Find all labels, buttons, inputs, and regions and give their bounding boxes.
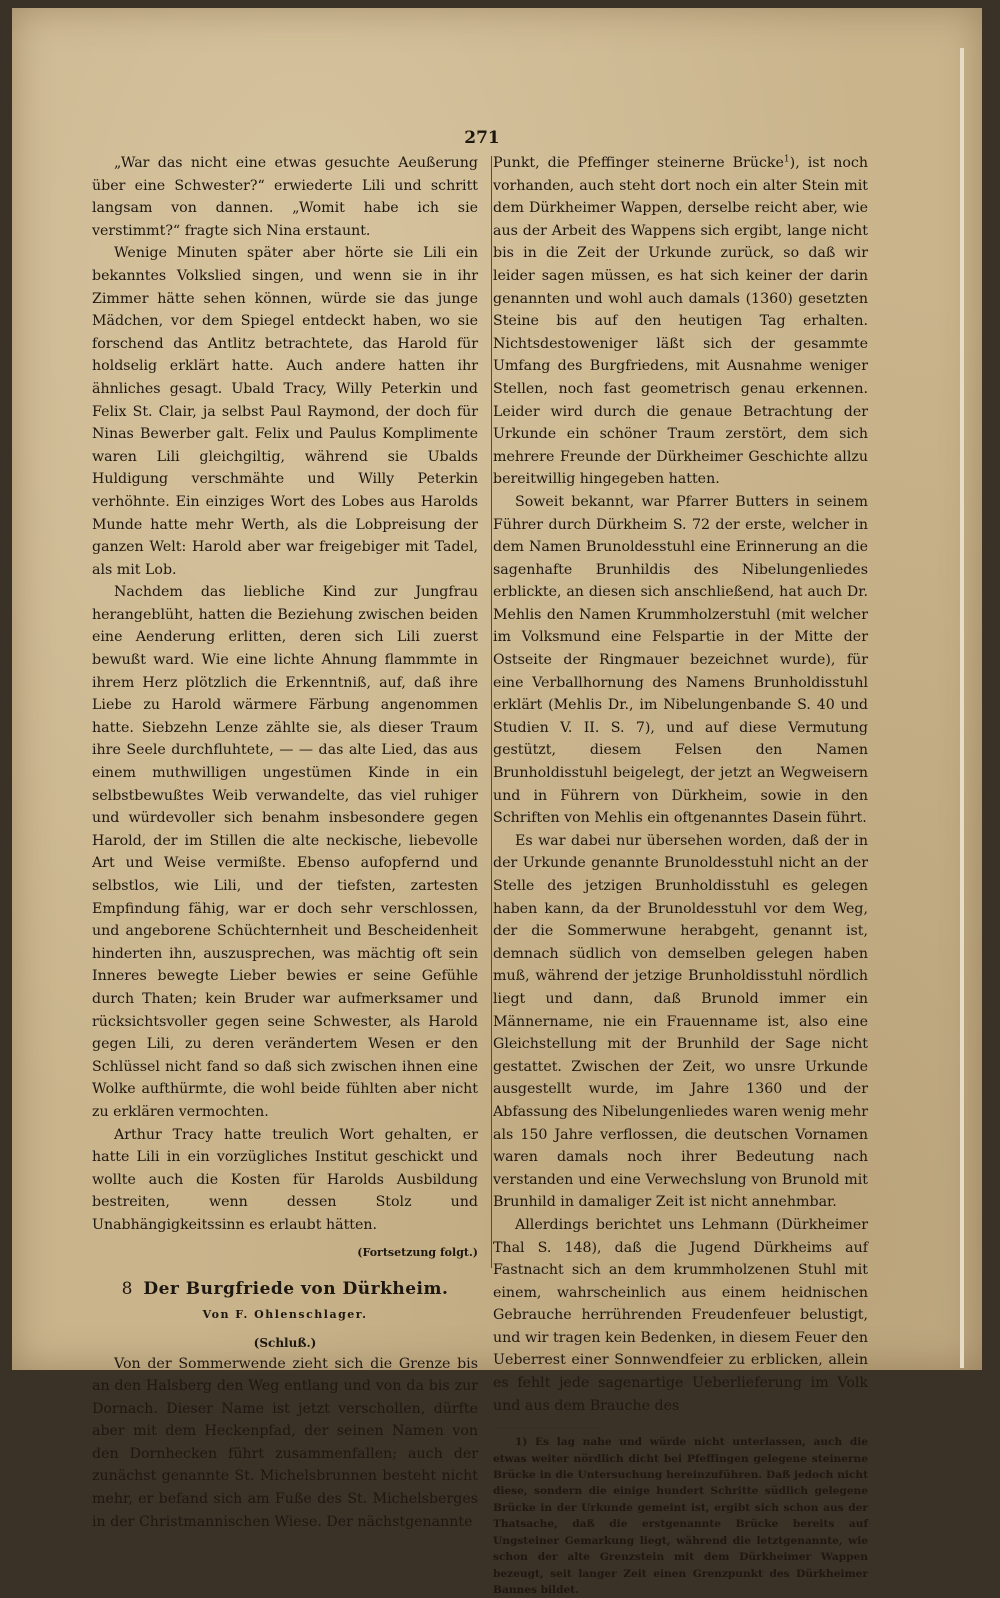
article-paragraph: Von der Sommerwende zieht sich die Grenze bis an den Halsberg den Weg entlang und von da bis zur Dornach. Dieser Name ist jetzt verschollen, dürfte aber mit dem Heckenpfad, der seinen Namen von den Dornhecken führt zusammenfallen; auch der zunächst genannte St. Michelsbrunnen besteht nicht mehr, er befand sich am Fuße des St. Michelsberges in der Christmannischen Wiese. Der nächstgenannte [92,1355,478,1530]
footnote-marker: 1) [515,1436,528,1449]
article-byline: Von F. Ohlenschlager. [202,1307,368,1321]
title-mark: 8 [121,1278,133,1299]
article-paragraph: Es war dabei nur übersehen worden, daß der in der Urkunde genannte Brunoldesstuhl nicht an der Stelle des jetzigen Brunholdisstuhl es gelegen haben kann, da der Brunoldesstuhl vor dem Weg, der die Sommerwune herabgeht, genannt ist, demnach südlich von demselben gelegen haben muß, während der jetzige Brunholdisstuhl nördlich liegt und dann, daß Brunold immer ein Männername, nie ein Frauenname ist, also eine Gleichstellung mit der Brunhild der Sage nicht gestattet. Zwischen der Zeit, wo unsre Urkunde ausgestellt wurde, im Jahre 1360 und der Abfassung des Nibelungenliedes waren wenig mehr als 150 Jahre verflossen, die deutschen Vornamen waren damals noch ihrer Bedeutung nach verstanden und eine Verwechslung von Brunold mit Brunhild in damaliger Zeit ist nicht annehmbar. [493,832,868,1211]
footnote-text: Es lag nahe und würde nicht unterlassen, auch die etwas weiter nördlich dicht bei Pfeffingen gelegene steinerne Brücke in die Untersuchung hereinzuführen. Daß jedoch nicht diese, sondern die einige hundert Schritte südlich gelegene Brücke in der Urkunde gemeint ist, ergibt sich schon aus der Thatsache, daß die erstgenannte Brücke bereits auf Ungsteiner Gemarkung liegt, während die letztgenannte, wie schon der alte Grenzstein mit dem Dürkheimer Wappen bezeugt, seit langer Zeit einen Grenzpunkt des Dürkheimer Bannes bildet. [493,1436,868,1596]
page-edge [960,48,964,1368]
left-column [92,152,478,1533]
article-text: Punkt, die Pfeffinger steinerne Brücke [493,155,784,171]
article-title [92,1277,478,1301]
article-paragraph [493,152,868,491]
footnote-reference: 1 [783,154,790,165]
story-paragraph: Arthur Tracy hatte treulich Wort gehalten, er hatte Lili in ein vorzügliches Institut geschickt und wollte auch die Kosten für Harolds Ausbildung bestreiten, wenn dessen Stolz und Unabhängigkeitssinn es erlaubt hätten. [92,1126,478,1233]
right-column [493,152,868,1598]
article-text: ), ist noch vorhanden, auch steht dort noch ein alter Stein mit dem Dürkheimer Wappen, derselbe reicht aber, wie aus der Arbeit des Wappens sich ergibt, lange nicht bis in die Zeit der Urkunde zurück, so daß wir leider sagen müssen, es hat sich keiner der darin genannten und wohl auch damals (1360) gesetzten Steine bis auf den heutigen Tag erhalten. Nichtsdestoweniger läßt sich der gesammte Umfang des Burgfriedens, mit Ausnahme weniger Stellen, noch fast geometrisch genau erkennen. Leider wird durch die genaue Betrachtung der Urkunde ein schöner Traum zerstört, dem sich mehrere Freunde der Dürkheimer Geschichte allzu bereitwillig hingegeben hatten. [493,155,868,488]
article-title-text: Der Burgfriede von Dürkheim. [143,1278,449,1299]
column-divider [491,156,492,1268]
footnote-divider [493,1427,603,1428]
newspaper-page [12,8,982,1596]
page-number: 271 [464,128,500,148]
continued-note: (Fortsetzung folgt.) [357,1245,478,1259]
story-paragraph: „War das nicht eine etwas gesuchte Aeußerung über eine Schwester?“ erwiederte Lili und schritt langsam von dannen. „Womit habe ich sie verstimmt?“ fragte sich Nina erstaunt. [92,155,478,239]
section-mark: (Schluß.) [253,1335,317,1350]
article-paragraph: Soweit bekannt, war Pfarrer Butters in seinem Führer durch Dürkheim S. 72 der erste, welcher in dem Namen Brunoldesstuhl eine Erinnerung an die sagenhafte Brunhildis des Nibelungenliedes erblickte, an diesen sich anschließend, hat auch Dr. Mehlis den Namen Krummholzerstuhl (mit welcher im Volksmund eine Felspartie in der Mitte der Ostseite der Ringmauer bezeichnet wurde), für eine Verballhornung des Namens Brunholdisstuhl erklärt (Mehlis Dr., im Nibelungenbande S. 40 und Studien V. II. S. 7), und auf diese Vermutung gestützt, diesem Felsen den Namen Brunholdisstuhl beigelegt, der jetzt an Wegweisern und in Führern von Dürkheim, sowie in den Schriften von Mehlis ein oftgenanntes Dasein führt. [493,493,868,827]
footnote [493,1434,868,1598]
story-paragraph: Nachdem das liebliche Kind zur Jungfrau herangeblüht, hatten die Beziehung zwischen beiden eine Aenderung erlitten, deren sich Lili zuerst bewußt ward. Wie eine lichte Ahnung flammmte in ihrem Herz plötzlich die Erkenntniß, auf, daß ihre Liebe zu Harold wärmere Färbung angenommen hatte. Siebzehn Lenze zählte sie, als dieser Traum ihre Seele durchfluhtete, — — das alte Lied, das aus einem muthwilligen ungestümen Kinde in ein selbstbewußtes Weib verwandelte, das viel ruhiger und würdevoller sich benahm insbesondere gegen Harold, der im Stillen die alte neckische, liebevolle Art und Weise vermißte. Ebenso aufopfernd und selbstlos, wie Lili, und der tiefsten, zartesten Empfindung fähig, war er doch sehr verschlossen, und angeborene Schüchternheit und Bescheidenheit hinderten ihn, auszusprechen, was mächtig oft sein Inneres bewegte Lieber bewies er seine Gefühle durch Thaten; kein Bruder war aufmerksamer und rücksichtsvoller gegen seine Schwester, als Harold gegen Lili, zu deren verändertem Wesen er den Schlüssel nicht fand so daß sich zwischen ihnen eine Wolke aufthürmte, die wohl beide fühlten aber nicht zu erklären vermochten. [92,584,478,1120]
article-paragraph: Allerdings berichtet uns Lehmann (Dürkheimer Thal S. 148), daß die Jugend Dürkheims auf Fastnacht sich an dem krummholzenen Stuhl mit einem, wahrscheinlich aus einem heidnischen Gebrauche herrührenden Freudenfeuer belustigt, und wir tragen kein Bedenken, in diesem Feuer den Ueberrest einer Sonnwendfeier zu erblicken, allein es fehlt jede sagenartige Ueberlieferung im Volk und aus dem Brauche des [493,1216,868,1414]
story-paragraph: Wenige Minuten später aber hörte sie Lili ein bekanntes Volkslied singen, und wenn sie in ihr Zimmer hätte sehen können, würde sie das junge Mädchen, vor dem Spiegel entdeckt haben, wo sie forschend das Antlitz betrachtete, das Harold für holdselig erklärt hatte. Auch andere hatten ihr ähnliches gesagt. Ubald Tracy, Willy Peterkin und Felix St. Clair, ja selbst Paul Raymond, der doch für Ninas Bewerber galt. Felix und Paulus Komplimente waren Lili gleichgiltig, während sie Ubalds Huldigung verschmähte und Willy Peterkin verhöhnte. Ein einziges Wort des Lobes aus Harolds Munde hatte mehr Werth, als die Lobpreisung der ganzen Welt: Harold aber war freigebiger mit Tadel, als mit Lob. [92,245,478,578]
